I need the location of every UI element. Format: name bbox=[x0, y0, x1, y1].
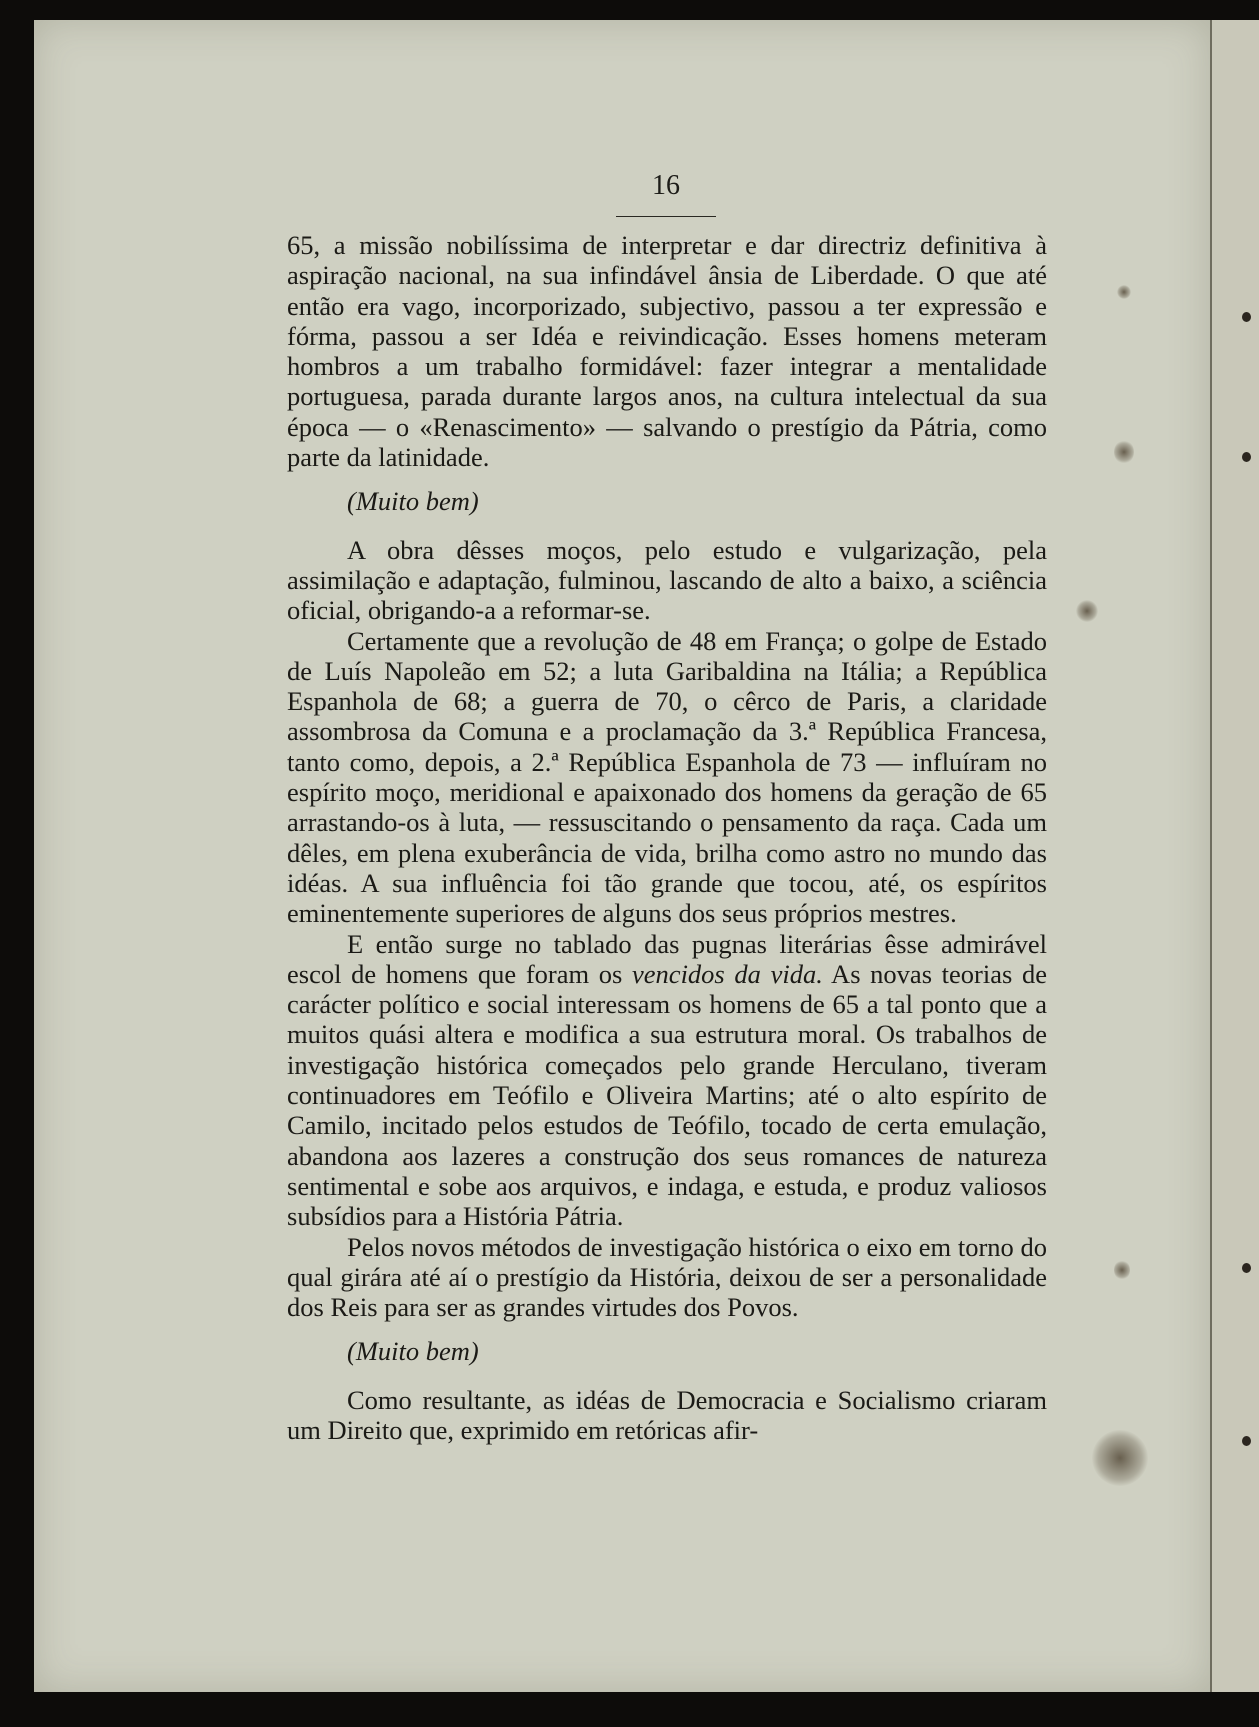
paragraph: 65, a missão nobilíssima de interpretar e dar directriz definitiva à aspiração nacional, na sua infindável ânsia de Liberdade. O que até então era vago, incorporizado, subjectivo, passou a ter expressão e fórma, passou a ser Idéa e reivindicação. Esses homens meteram hombros a um trabalho formidável: fazer integrar a mentalidade portuguesa, parada durante largos anos, na cultura intelectual da sua época — o «Renascimento» — salvando o prestígio da Pátria, como parte da latinidade. bbox=[287, 230, 1047, 473]
page-number: 16 bbox=[652, 170, 680, 201]
paragraph: Como resultante, as idéas de Democracia e Socialismo criaram um Direito que, exprimido em retóricas afir- bbox=[287, 1384, 1047, 1445]
ink-spot bbox=[1242, 1436, 1251, 1446]
paragraph: Certamente que a revolução de 48 em França; o golpe de Estado de Luís Napoleão em 52; a luta Garibaldina na Itália; a República Espanhola de 68; a guerra de 70, o cêrco de Paris, a claridade assombrosa da Comuna e a proclamação da 3.ª República Francesa, tanto como, depois, a 2.ª República Espanhola de 73 — influíram no espírito moço, meridional e apaixonado dos homens da geração de 65 arrastando-os à luta, — ressuscitando o pensamento da raça. Cada um dêles, em plena exuberância de vida, brilha como astro no mundo das idéas. A sua influência foi tão grande que tocou, até, os espíritos eminentemente superiores de alguns dos seus próprios mestres. bbox=[287, 625, 1047, 929]
page-number-rule bbox=[616, 216, 716, 217]
ink-spot bbox=[1117, 285, 1131, 299]
ink-spot bbox=[1114, 1260, 1130, 1280]
ink-spot bbox=[1242, 1263, 1251, 1273]
paragraph bbox=[287, 929, 1047, 1232]
applause-note: (Muito bem) bbox=[347, 486, 479, 517]
body-text bbox=[287, 230, 1047, 1445]
adjacent-page-edge bbox=[1210, 20, 1259, 1692]
italic-phrase: vencidos da vida. bbox=[632, 958, 823, 989]
ink-spot bbox=[1114, 440, 1134, 464]
ink-spot bbox=[1242, 312, 1251, 322]
paragraph: Pelos novos métodos de investigação histórica o eixo em torno do qual girára até aí o prestígio da História, deixou de ser a personalidade dos Reis para ser as grandes virtudes dos Povos. bbox=[287, 1231, 1047, 1323]
applause-note: (Muito bem) bbox=[347, 1336, 479, 1367]
paragraph-text: E então surge no tablado das pugnas literárias êsse admirável escol de homens que foram os bbox=[287, 928, 1047, 989]
ink-spot bbox=[1076, 600, 1098, 622]
document-page bbox=[34, 20, 1210, 1692]
ink-stain bbox=[1092, 1430, 1148, 1486]
paragraph: A obra dêsses moços, pelo estudo e vulgarização, pela assimilação e adaptação, fulminou, lascando de alto a baixo, a sciência oficial, obrigando-a a reformar-se. bbox=[287, 534, 1047, 626]
paragraph-text: As novas teorias de carácter político e social interessam os homens de 65 a tal ponto que a muitos quási altera e modifica a sua estrutura moral. Os trabalhos de investigação histórica começados pelo grande Herculano, tiveram continuadores em Teófilo e Oliveira Martins; até o alto espírito de Camilo, incitado pelos estudos de Teófilo, tocado de certa emulação, abandona aos lazeres a construção dos seus romances de natureza sentimental e sobe aos arquivos, e indaga, e estuda, e produz valiosos subsídios para a História Pátria. bbox=[287, 958, 1047, 1232]
ink-spot bbox=[1242, 452, 1251, 462]
